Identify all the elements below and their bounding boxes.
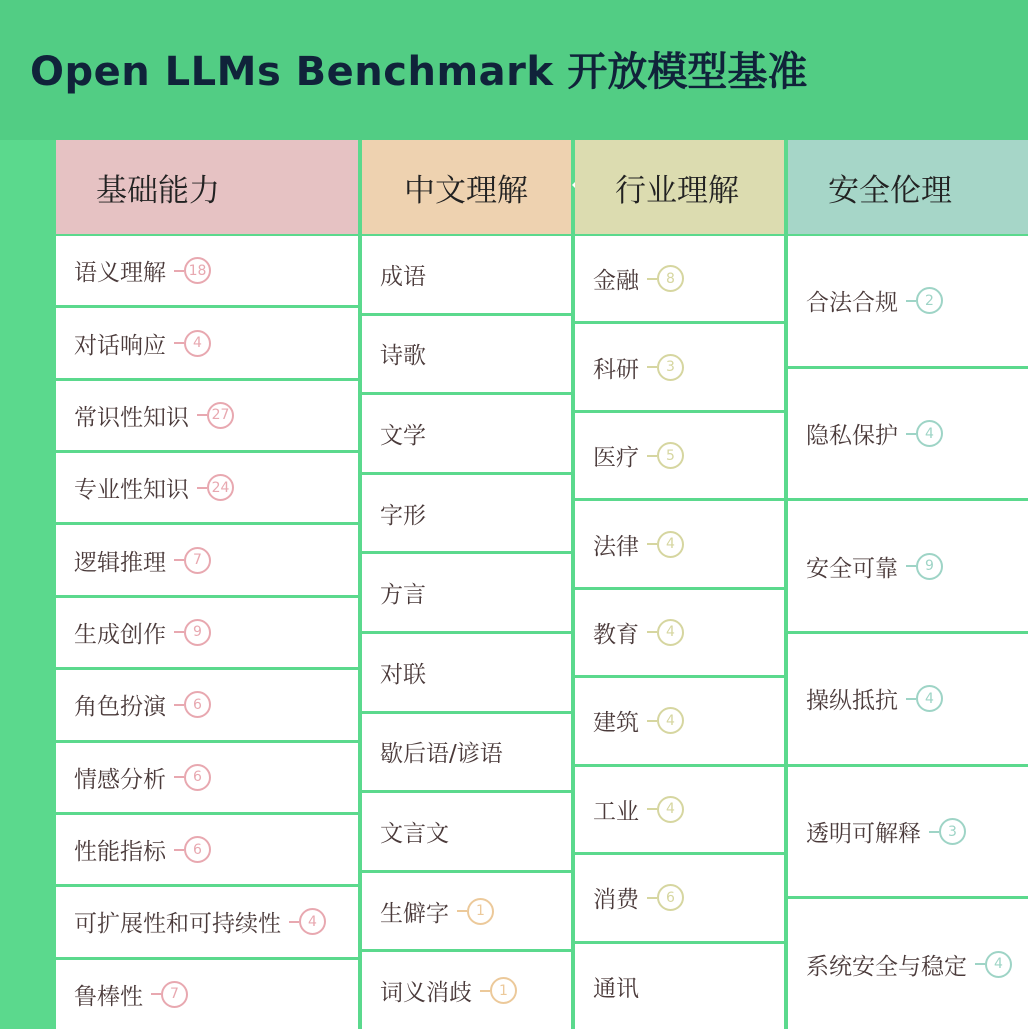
list-item-label: 生成创作	[74, 621, 166, 648]
count-badge	[457, 898, 494, 925]
column-header-label: 中文理解	[404, 172, 528, 209]
column-items	[362, 236, 571, 1029]
list-item-label: 文学	[380, 422, 426, 449]
list-item[interactable]	[788, 501, 1028, 634]
count-value: 24	[207, 474, 234, 501]
count-value: 8	[657, 265, 684, 292]
list-item-label: 教育	[593, 621, 639, 648]
connector-line	[174, 342, 184, 344]
list-item-label: 科研	[593, 356, 639, 383]
count-value: 6	[657, 884, 684, 911]
column-header	[362, 140, 571, 234]
list-item[interactable]	[788, 899, 1028, 1029]
count-badge	[647, 442, 684, 469]
count-value: 2	[916, 287, 943, 314]
column-header-label: 行业理解	[615, 172, 739, 209]
list-item[interactable]	[575, 413, 784, 501]
connector-line	[174, 704, 184, 706]
count-value: 9	[916, 553, 943, 580]
count-badge	[647, 707, 684, 734]
list-item-label: 对话响应	[74, 332, 166, 359]
connector-line	[480, 990, 490, 992]
list-item-label: 可扩展性和可持续性	[74, 911, 281, 938]
count-badge	[197, 402, 234, 429]
connector-line	[929, 831, 939, 833]
list-item-label: 逻辑推理	[74, 549, 166, 576]
count-value: 27	[207, 402, 234, 429]
list-item[interactable]	[575, 590, 784, 678]
count-value: 1	[490, 977, 517, 1004]
list-item[interactable]	[575, 501, 784, 589]
count-badge	[647, 619, 684, 646]
connector-line	[457, 910, 467, 912]
list-item-label: 鲁棒性	[74, 983, 143, 1010]
list-item-label: 对联	[380, 661, 426, 688]
count-value: 3	[657, 354, 684, 381]
count-badge	[647, 884, 684, 911]
list-item[interactable]	[362, 714, 571, 794]
connector-line	[647, 278, 657, 280]
list-item[interactable]	[575, 324, 784, 412]
list-item[interactable]	[362, 395, 571, 475]
list-item-label: 字形	[380, 502, 426, 529]
list-item-label: 词义消歧	[380, 980, 472, 1007]
column-header	[56, 140, 358, 234]
count-value: 4	[985, 951, 1012, 978]
list-item[interactable]	[362, 952, 571, 1029]
connector-line	[197, 487, 207, 489]
count-badge	[174, 257, 211, 284]
column-items	[575, 236, 784, 1029]
column-items	[56, 236, 358, 1029]
list-item-label: 合法合规	[806, 290, 898, 317]
list-item-label: 角色扮演	[74, 694, 166, 721]
page-title	[30, 40, 807, 97]
count-value: 4	[299, 908, 326, 935]
list-item-label: 诗歌	[380, 343, 426, 370]
list-item-label: 生僻字	[380, 900, 449, 927]
column-header	[788, 140, 1028, 234]
list-item-label: 建筑	[593, 710, 639, 737]
header-band	[0, 0, 1028, 140]
list-item-label: 成语	[380, 263, 426, 290]
count-value: 4	[657, 707, 684, 734]
title-en: Open LLMs Benchmark	[30, 49, 554, 95]
list-item-label: 常识性知识	[74, 404, 189, 431]
list-item[interactable]	[56, 308, 358, 380]
list-item-label: 隐私保护	[806, 423, 898, 449]
count-value: 7	[184, 547, 211, 574]
count-badge	[906, 287, 943, 314]
list-item[interactable]	[362, 634, 571, 714]
list-item[interactable]	[56, 670, 358, 742]
list-item-label: 文言文	[380, 820, 449, 847]
list-item-label: 透明可解释	[806, 821, 921, 848]
list-item[interactable]	[788, 767, 1028, 900]
count-value: 18	[184, 257, 211, 284]
column-basic-abilities	[56, 140, 358, 1029]
connector-line	[975, 963, 985, 965]
title-zh: 开放模型基准	[567, 49, 808, 95]
connector-line	[647, 808, 657, 810]
count-value: 7	[161, 981, 188, 1008]
count-value: 4	[916, 685, 943, 712]
count-badge	[197, 474, 234, 501]
count-badge	[906, 685, 943, 712]
list-item-label: 系统安全与稳定	[806, 953, 967, 980]
list-item[interactable]	[788, 369, 1028, 502]
connector-line	[174, 270, 184, 272]
count-badge	[929, 818, 966, 845]
list-item[interactable]	[575, 678, 784, 766]
connector-line	[647, 543, 657, 545]
count-value: 4	[657, 531, 684, 558]
count-badge	[906, 553, 943, 580]
connector-line	[906, 565, 916, 567]
connector-line	[197, 414, 207, 416]
list-item[interactable]	[362, 873, 571, 953]
connector-line	[174, 559, 184, 561]
count-value: 1	[467, 898, 494, 925]
count-badge	[174, 547, 211, 574]
count-badge	[975, 951, 1012, 978]
list-item-label: 操纵抵抗	[806, 688, 898, 715]
list-item-label: 消费	[593, 887, 639, 914]
count-badge	[151, 981, 188, 1008]
list-item[interactable]	[362, 236, 571, 316]
column-header	[575, 140, 784, 234]
list-item[interactable]	[788, 634, 1028, 767]
count-value: 6	[184, 836, 211, 863]
count-badge	[647, 796, 684, 823]
count-badge	[647, 354, 684, 381]
list-item[interactable]	[362, 475, 571, 555]
connector-line	[174, 631, 184, 633]
list-item-label: 方言	[380, 582, 426, 609]
count-value: 4	[184, 330, 211, 357]
connector-line	[289, 921, 299, 923]
list-item-label: 性能指标	[74, 839, 166, 866]
column-header-label: 基础能力	[96, 172, 220, 209]
count-value: 4	[657, 796, 684, 823]
connector-line	[647, 720, 657, 722]
list-item[interactable]	[575, 944, 784, 1029]
column-header-label: 安全伦理	[828, 172, 952, 209]
list-item[interactable]	[56, 598, 358, 670]
count-badge	[174, 691, 211, 718]
count-value: 9	[184, 619, 211, 646]
list-item[interactable]	[56, 887, 358, 959]
connector-line	[906, 698, 916, 700]
list-item[interactable]	[362, 793, 571, 873]
connector-line	[906, 300, 916, 302]
column-safety-ethics	[788, 140, 1028, 1029]
list-item[interactable]	[575, 855, 784, 943]
list-item-label: 医疗	[593, 445, 639, 472]
list-item-label: 通讯	[593, 975, 639, 1002]
connector-line	[647, 455, 657, 457]
column-items	[788, 236, 1028, 1029]
list-item-label: 金融	[593, 268, 639, 295]
count-badge	[174, 764, 211, 791]
list-item-label: 专业性知识	[74, 477, 189, 504]
list-item[interactable]	[56, 381, 358, 453]
list-item-label: 法律	[593, 533, 639, 560]
connector-line	[647, 897, 657, 899]
count-value: 3	[939, 818, 966, 845]
list-item[interactable]	[575, 767, 784, 855]
count-badge	[174, 619, 211, 646]
list-item[interactable]	[56, 815, 358, 887]
column-industry-understanding	[575, 140, 784, 1029]
column-chinese-understanding	[362, 140, 571, 1029]
count-value: 4	[916, 420, 943, 447]
connector-line	[174, 776, 184, 778]
count-badge	[174, 836, 211, 863]
connector-line	[174, 849, 184, 851]
list-item[interactable]	[362, 316, 571, 396]
count-badge	[174, 330, 211, 357]
count-badge	[480, 977, 517, 1004]
count-badge	[647, 531, 684, 558]
list-item[interactable]	[56, 525, 358, 597]
connector-line	[647, 366, 657, 368]
count-badge	[289, 908, 326, 935]
list-item[interactable]	[575, 236, 784, 324]
count-value: 6	[184, 764, 211, 791]
count-value: 5	[657, 442, 684, 469]
list-item[interactable]	[362, 554, 571, 634]
list-item[interactable]	[56, 236, 358, 308]
list-item[interactable]	[56, 453, 358, 525]
count-badge	[906, 420, 943, 447]
connector-line	[647, 631, 657, 633]
list-item-label: 工业	[593, 798, 639, 825]
list-item-label: 歇后语/谚语	[380, 741, 503, 768]
count-value: 4	[657, 619, 684, 646]
count-badge	[647, 265, 684, 292]
list-item[interactable]	[56, 960, 358, 1029]
count-value: 6	[184, 691, 211, 718]
list-item[interactable]	[56, 743, 358, 815]
list-item-label: 安全可靠	[806, 555, 898, 582]
connector-line	[906, 433, 916, 435]
list-item-label: 语义理解	[74, 260, 166, 287]
connector-line	[151, 993, 161, 995]
list-item[interactable]	[788, 236, 1028, 369]
list-item-label: 情感分析	[74, 766, 166, 793]
